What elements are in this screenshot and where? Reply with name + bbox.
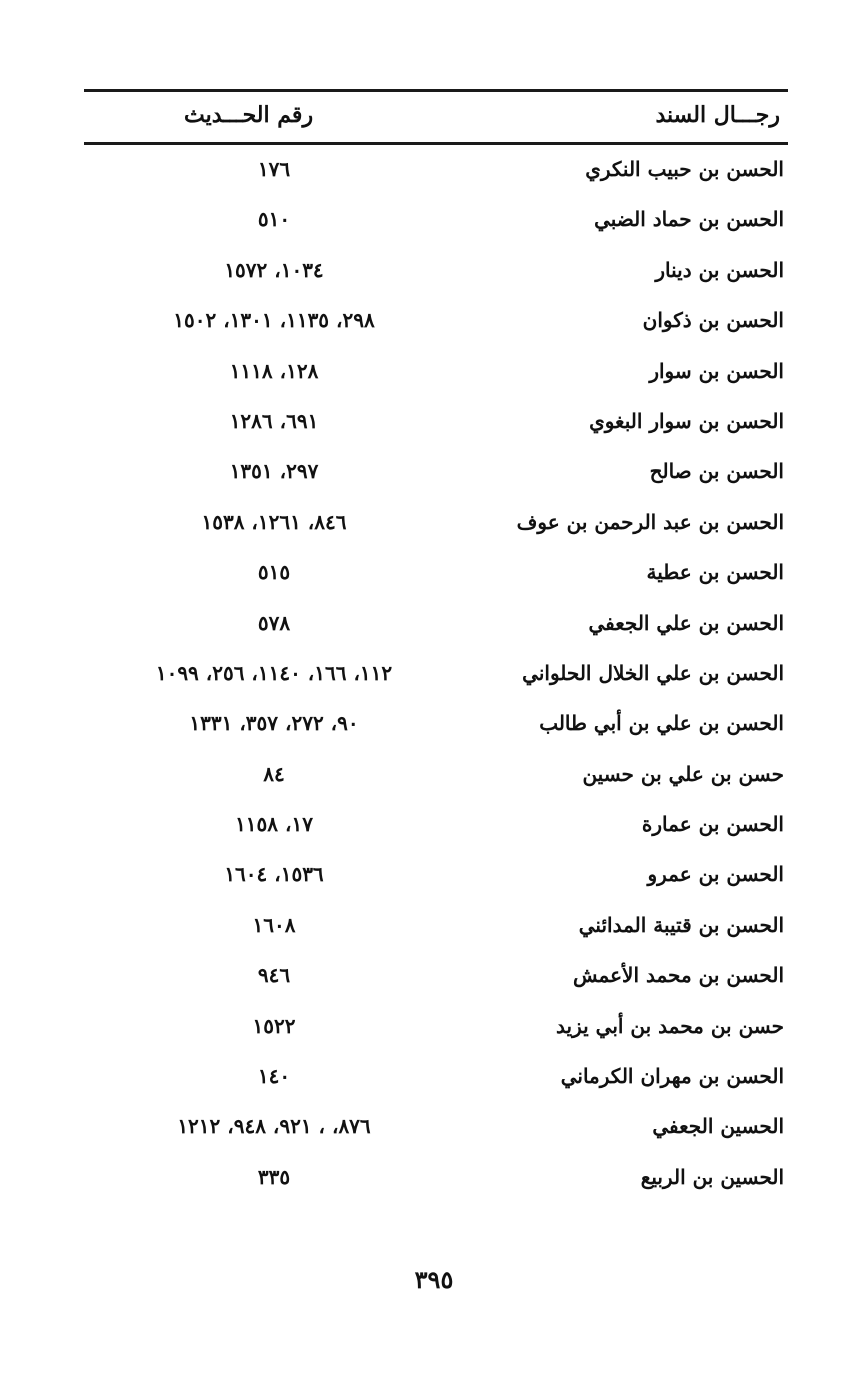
hadith-numbers: ١٠٣٤، ١٥٧٢ xyxy=(224,257,324,282)
hadith-numbers: ٩٤٦ xyxy=(257,963,291,988)
table-row xyxy=(84,901,788,951)
narrator-name: الحسن بن عبد الرحمن بن عوف xyxy=(516,509,784,534)
table-row xyxy=(84,347,788,397)
narrator-name: الحسن بن مهران الكرماني xyxy=(560,1064,784,1089)
hadith-numbers: ٢٩٨، ١١٣٥، ١٣٠١، ١٥٠٢ xyxy=(173,308,375,333)
narrator-name: الحسن بن سوار xyxy=(649,358,784,383)
narrator-name: حسن بن علي بن حسين xyxy=(582,761,784,786)
narrator-name: الحسين بن الربيع xyxy=(640,1164,784,1189)
table-row xyxy=(84,850,788,900)
hadith-numbers: ١٢٨، ١١١٨ xyxy=(229,358,319,383)
table-header xyxy=(84,92,788,142)
hadith-numbers: ٣٣٥ xyxy=(257,1164,291,1189)
table-row xyxy=(84,800,788,850)
table-row xyxy=(84,498,788,548)
hadith-numbers: ١١٢، ١٦٦، ١١٤٠، ٢٥٦، ١٠٩٩ xyxy=(155,660,393,685)
narrator-name: الحسن بن حبيب النكري xyxy=(585,157,784,181)
narrator-name: الحسن بن عمارة xyxy=(641,812,784,837)
table-row xyxy=(84,699,788,749)
index-table xyxy=(84,145,788,1203)
page-number: ٣٩٥ xyxy=(414,1265,454,1294)
narrator-name: الحسن بن حماد الضبي xyxy=(594,207,784,232)
hadith-numbers: ٥١٠ xyxy=(257,207,291,232)
table-row xyxy=(84,1002,788,1052)
hadith-numbers: ١٤٠ xyxy=(257,1064,291,1089)
hadith-numbers: ١٥٢٢ xyxy=(252,1013,296,1038)
table-row xyxy=(84,548,788,598)
hadith-numbers: ١٧٦ xyxy=(257,157,291,181)
hadith-numbers: ٢٩٧، ١٣٥١ xyxy=(229,459,319,484)
hadith-numbers: ١٦٠٨ xyxy=(252,912,296,937)
hadith-numbers: ٨٤ xyxy=(263,761,285,786)
table-row xyxy=(84,447,788,497)
hadith-numbers: ٥١٥ xyxy=(257,560,291,585)
narrator-name: الحسن بن ذكوان xyxy=(642,308,784,333)
hadith-numbers: ٨٤٦، ١٢٦١، ١٥٣٨ xyxy=(201,509,347,534)
table-row xyxy=(84,195,788,245)
narrator-name: الحسن بن صالح xyxy=(649,459,784,484)
narrator-name: الحسن بن دينار xyxy=(655,257,784,282)
narrator-name: الحسن بن عطية xyxy=(646,560,784,585)
table-row xyxy=(84,750,788,800)
narrator-name: الحسن بن قتيبة المدائني xyxy=(578,912,784,937)
narrator-name: الحسن بن علي الخلال الحلواني xyxy=(522,660,784,685)
table-row xyxy=(84,1153,788,1203)
hadith-numbers: ١٥٣٦، ١٦٠٤ xyxy=(224,862,324,887)
hadith-numbers: ٦٩١، ١٢٨٦ xyxy=(229,408,319,433)
names-column-header: رجـــال السند xyxy=(655,102,780,128)
narrator-name: الحسين الجعفي xyxy=(652,1114,784,1139)
narrator-name: الحسن بن عمرو xyxy=(647,862,784,887)
hadith-numbers: ٥٧٨ xyxy=(257,610,291,635)
hadith-numbers: ١٧، ١١٥٨ xyxy=(235,812,313,837)
table-row xyxy=(84,951,788,1001)
numbers-column-header: رقم الحـــديث xyxy=(184,102,314,128)
table-row xyxy=(84,246,788,296)
table-row xyxy=(84,1052,788,1102)
table-row xyxy=(84,296,788,346)
hadith-numbers: ٩٠، ٢٧٢، ٣٥٧، ١٣٣١ xyxy=(189,711,359,736)
narrator-name: الحسن بن علي بن أبي طالب xyxy=(539,711,784,736)
table-row xyxy=(84,397,788,447)
narrator-name: الحسن بن سوار البغوي xyxy=(589,408,784,433)
narrator-name: حسن بن محمد بن أبي يزيد xyxy=(556,1013,784,1038)
table-row xyxy=(84,649,788,699)
narrator-name: الحسن بن علي الجعفي xyxy=(588,610,784,635)
table-row xyxy=(84,599,788,649)
hadith-numbers: ٨٧٦، ، ٩٢١، ٩٤٨، ١٢١٢ xyxy=(177,1114,371,1139)
table-row xyxy=(84,145,788,195)
narrator-name: الحسن بن محمد الأعمش xyxy=(573,963,784,988)
table-row xyxy=(84,1102,788,1152)
